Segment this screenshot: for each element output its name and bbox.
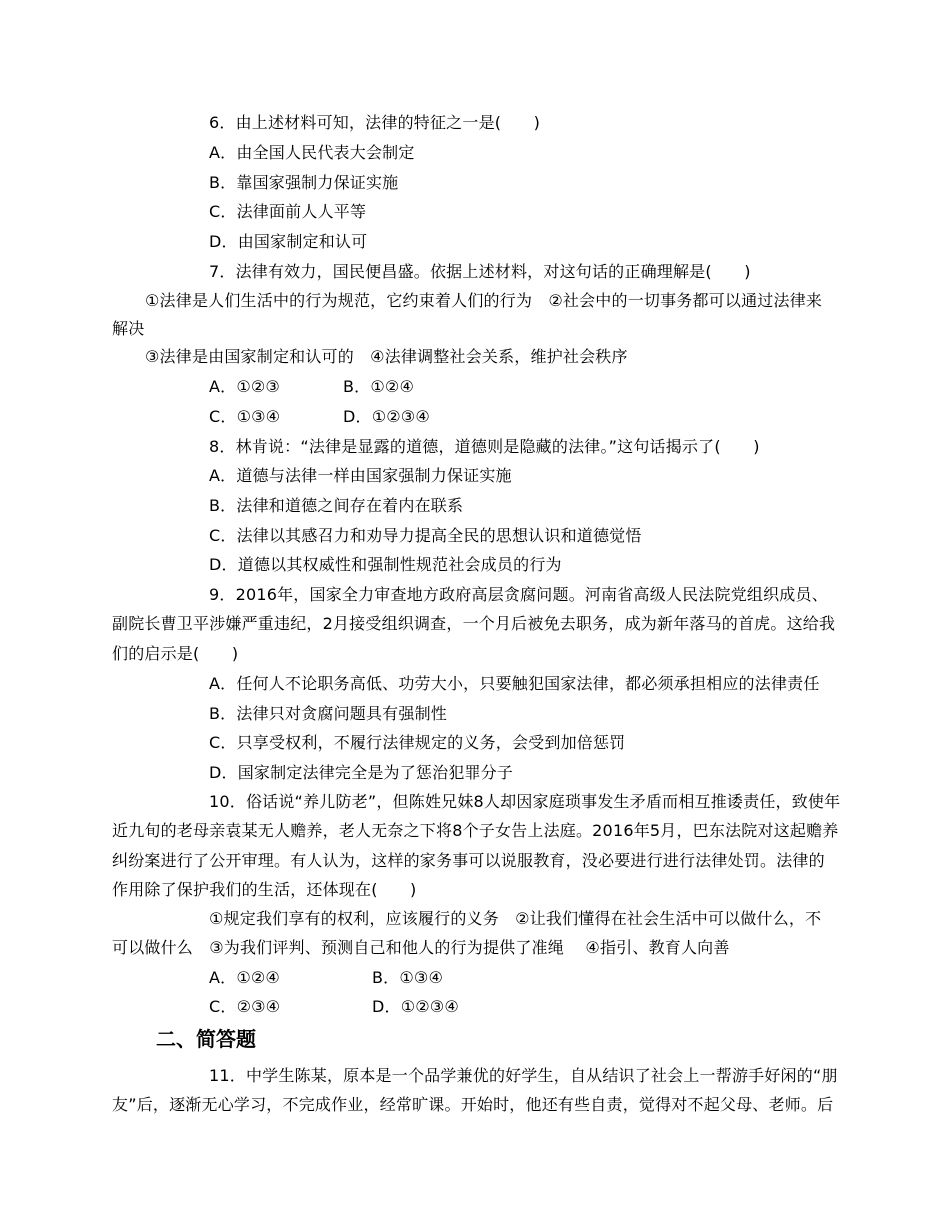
q7-statement-1: ①法律是人们生活中的行为规范，它约束着人们的行为 ②社会中的一切事务都可以通过法律来: [145, 291, 823, 310]
q7-option-b: B．①②④: [343, 377, 415, 396]
q6-option-d: D．由国家制定和认可: [209, 232, 368, 251]
q7-statement-2: ③法律是由国家制定和认可的 ④法律调整社会关系，维护社会秩序: [145, 347, 628, 366]
q7-statement-1-cont: 解决: [112, 319, 145, 338]
q11-line-2: 友”后，逐渐无心学习，不完成作业，经常旷课。开始时，他还有些自责，觉得对不起父母、老师。后: [112, 1095, 834, 1114]
q10-option-b: B．①③④: [372, 968, 444, 987]
q9-option-d: D．国家制定法律完全是为了惩治犯罪分子: [209, 763, 514, 782]
q7-option-d: D．①②③④: [343, 407, 430, 426]
section-heading: 二、简答题: [156, 1027, 256, 1051]
q9-option-b: B．法律只对贪腐问题具有强制性: [209, 704, 447, 723]
q10-line-2: 近九旬的老母亲袁某无人赡养，老人无奈之下将8个子女告上法庭。2016年5月，巴东法院对这起赡养: [112, 821, 839, 840]
q10-statement-1: ①规定我们享有的权利，应该履行的义务 ②让我们懂得在社会生活中可以做什么，不: [209, 909, 822, 928]
q11-line-1: 11．中学生陈某，原本是一个品学兼优的好学生，自从结识了社会上一帮游手好闲的“朋: [209, 1066, 838, 1085]
q8-option-a: A．道德与法律一样由国家强制力保证实施: [209, 466, 512, 485]
q6-option-a: A．由全国人民代表大会制定: [209, 143, 415, 162]
q7-stem: 7．法律有效力，国民便昌盛。依据上述材料，对这句话的正确理解是( ): [209, 262, 751, 281]
q10-option-d: D．①②③④: [372, 997, 459, 1016]
q8-option-b: B．法律和道德之间存在着内在联系: [209, 496, 464, 515]
q10-option-a: A．①②④: [209, 968, 280, 987]
q10-line-4: 作用除了保护我们的生活，还体现在( ): [112, 880, 417, 899]
q10-statement-2: 可以做什么 ③为我们评判、预测自己和他人的行为提供了准绳 ④指引、教育人向善: [112, 938, 730, 957]
q9-line-2: 副院长曹卫平涉嫌严重违纪，2月接受组织调查，一个月后被免去职务，成为新年落马的首虎。这给我: [112, 614, 836, 633]
q6-stem: 6．由上述材料可知，法律的特征之一是( ): [209, 113, 541, 132]
q6-option-b: B．靠国家强制力保证实施: [209, 173, 399, 192]
q9-option-c: C．只享受权利，不履行法律规定的义务，会受到加倍惩罚: [209, 733, 626, 752]
q8-stem: 8．林肯说：“法律是显露的道德，道德则是隐藏的法律。”这句话揭示了( ): [209, 437, 760, 456]
q10-option-c: C．②③④: [209, 997, 281, 1016]
q8-option-c: C．法律以其感召力和劝导力提高全民的思想认识和道德觉悟: [209, 526, 642, 545]
q10-line-3: 纠纷案进行了公开审理。有人认为，这样的家务事可以说服教育，没必要进行进行法律处罚。法律的: [112, 851, 825, 870]
q10-line-1: 10．俗话说“养儿防老”，但陈姓兄妹8人却因家庭琐事发生矛盾而相互推诿责任，致使年: [209, 792, 841, 811]
q9-option-a: A．任何人不论职务高低、功劳大小，只要触犯国家法律，都必须承担相应的法律责任: [209, 674, 820, 693]
q7-option-a: A．①②③: [209, 377, 280, 396]
q7-option-c: C．①③④: [209, 407, 281, 426]
q6-option-c: C．法律面前人人平等: [209, 202, 367, 221]
q8-option-d: D．道德以其权威性和强制性规范社会成员的行为: [209, 555, 562, 574]
q9-line-3: 们的启示是( ): [112, 644, 239, 663]
q9-line-1: 9．2016年，国家全力审查地方政府高层贪腐问题。河南省高级人民法院党组织成员、: [209, 585, 828, 604]
